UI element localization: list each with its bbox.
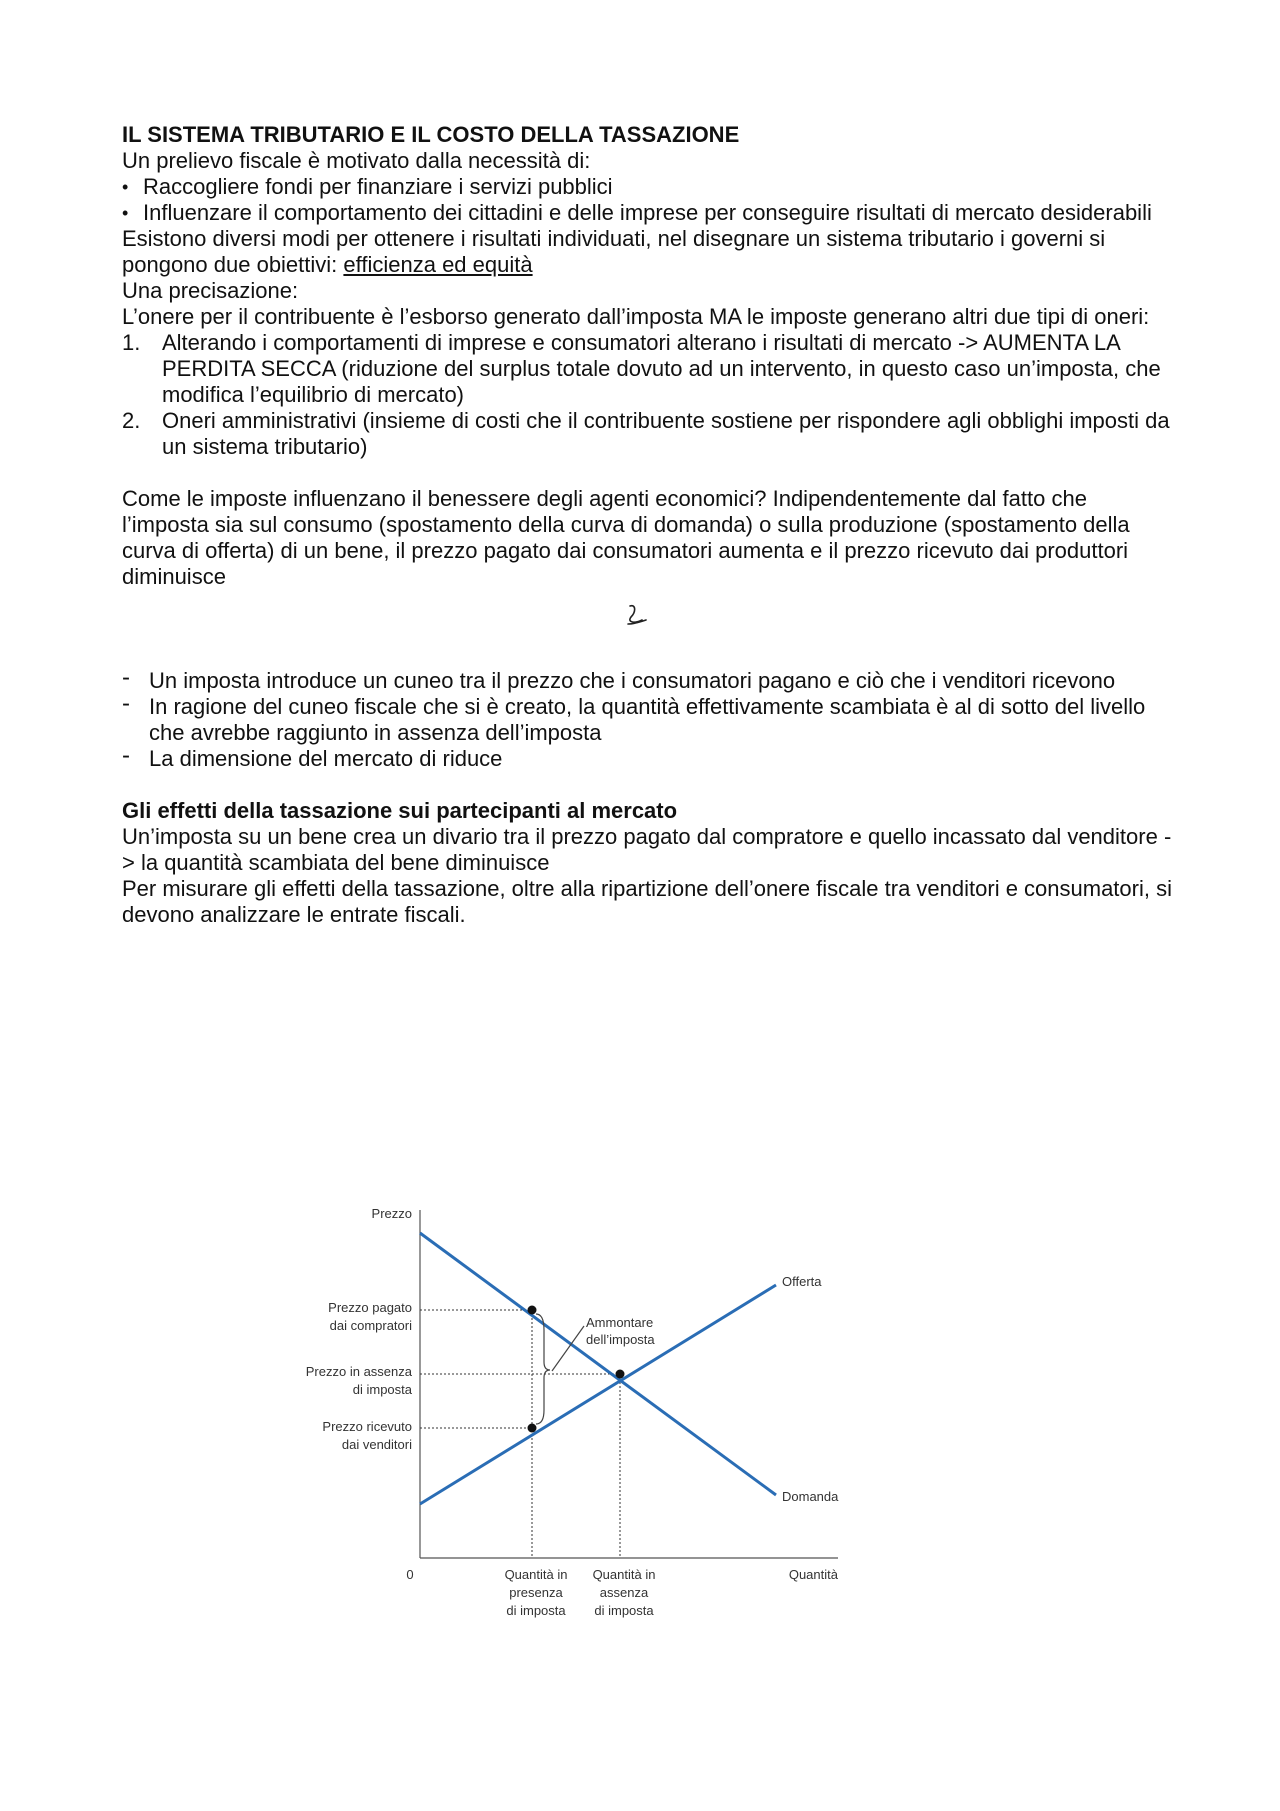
y-axis-label: Prezzo [371, 1206, 412, 1221]
list-item: • Raccogliere fondi per finanziare i servizi pubblici [122, 174, 1172, 200]
list-item [122, 330, 1172, 408]
series-label-offerta: Offerta [782, 1274, 822, 1289]
item-text: Oneri amministrativi (insieme di costi che il contribuente sostiene per rispondere agli obblighi imposti da un sistema tributario) [162, 408, 1170, 459]
origin-label: 0 [406, 1567, 414, 1582]
item-number: 2. [122, 408, 141, 433]
welfare-paragraph: Come le imposte influenzano il benessere degli agenti economici? Indipendentemente dal fatto che l’imposta sia sul consumo (spostamento della curva di domanda) o sulla produzione (spostamento della curva di offerta) di un bene, il prezzo pagato dai consumatori aumenta e il prezzo ricevuto dai produttori diminuisce [122, 486, 1130, 589]
y-tick-label: dai compratori [329, 1318, 412, 1333]
oneri-intro: L’onere per il contribuente è l’esborso generato dall’imposta MA le imposte generano altri due tipi di oneri: [122, 304, 1150, 329]
x-tick-label: Quantità in [504, 1567, 568, 1582]
x-axis-label: Quantità [788, 1567, 838, 1582]
oneri-list [122, 330, 1172, 460]
goals-text: Esistono diversi modi per ottenere i risultati individuati, nel disegnare un sistema tributario i governi si pongono due obiettivi: [122, 226, 1106, 277]
x-tick-label: presenza [509, 1585, 563, 1600]
item-number: 1. [122, 330, 141, 355]
section-paragraph: Un’imposta su un bene crea un divario tra il prezzo pagato dal compratore e quello incassato dal venditore -> la quantità scambiata del bene diminuisce [122, 824, 1172, 875]
x-tick-label: di imposta [594, 1603, 654, 1618]
list-item: - La dimensione del mercato di riduce [122, 742, 503, 771]
annotation-label: Ammontare [586, 1315, 654, 1330]
series-label-domanda: Domanda [782, 1489, 839, 1504]
point-equilibrium [616, 1370, 625, 1379]
item-text: Alterando i comportamenti di imprese e consumatori alterano i risultati di mercato -> AUMENTA LA PERDITA SECCA (riduzione del surplus totale dovuto ad un intervento, in questo caso un’imposta, che modifica l’equilibrio di mercato) [162, 330, 1161, 407]
point-buyer-price [528, 1306, 537, 1315]
y-tick-label: di imposta [352, 1382, 412, 1397]
list-item: • Influenzare il comportamento dei cittadini e delle imprese per conseguire risultati di mercato desiderabili [122, 200, 1172, 226]
list-item: - In ragione del cuneo fiscale che si è creato, la quantità effettivamente scambiata è al di sotto del livello che avrebbe raggiunto in assenza dell’imposta [122, 690, 1146, 745]
intro-text: Un prelievo fiscale è motivato dalla necessità di: [122, 148, 591, 173]
handwritten-squiggle-icon [622, 600, 652, 630]
effects-list [122, 664, 1172, 772]
document-body [122, 122, 1172, 928]
reasons-list [122, 174, 1172, 226]
tax-wedge-chart [290, 1190, 850, 1630]
list-item [122, 408, 1172, 460]
section-paragraph: Per misurare gli effetti della tassazione, oltre alla ripartizione dell’onere fiscale tra venditori e consumatori, si devono analizzare le entrate fiscali. [122, 876, 1172, 927]
guide-lines [420, 1310, 620, 1558]
tax-brace [536, 1314, 550, 1424]
x-tick-label: assenza [599, 1585, 649, 1600]
handwritten-mark [122, 590, 1172, 668]
y-tick-label: Prezzo in assenza [305, 1364, 412, 1379]
list-item: - Un imposta introduce un cuneo tra il prezzo che i consumatori pagano e ciò che i venditori ricevono [122, 664, 1116, 693]
goals-paragraph [122, 226, 1172, 278]
y-tick-label: Prezzo pagato [328, 1300, 412, 1315]
y-tick-label: dai venditori [341, 1437, 412, 1452]
x-tick-label: di imposta [506, 1603, 566, 1618]
y-tick-label: Prezzo ricevuto [322, 1419, 412, 1434]
point-seller-price [528, 1424, 537, 1433]
section-title: Gli effetti della tassazione sui partecipanti al mercato [122, 798, 678, 823]
precisazione-text: Una precisazione: [122, 278, 299, 303]
annotation-label: dell’imposta [586, 1332, 655, 1347]
goals-underlined: efficienza ed equità [343, 252, 533, 277]
x-tick-label: Quantità in [592, 1567, 656, 1582]
demand-curve [420, 1233, 776, 1495]
page-title: IL SISTEMA TRIBUTARIO E IL COSTO DELLA TASSAZIONE [122, 122, 740, 147]
